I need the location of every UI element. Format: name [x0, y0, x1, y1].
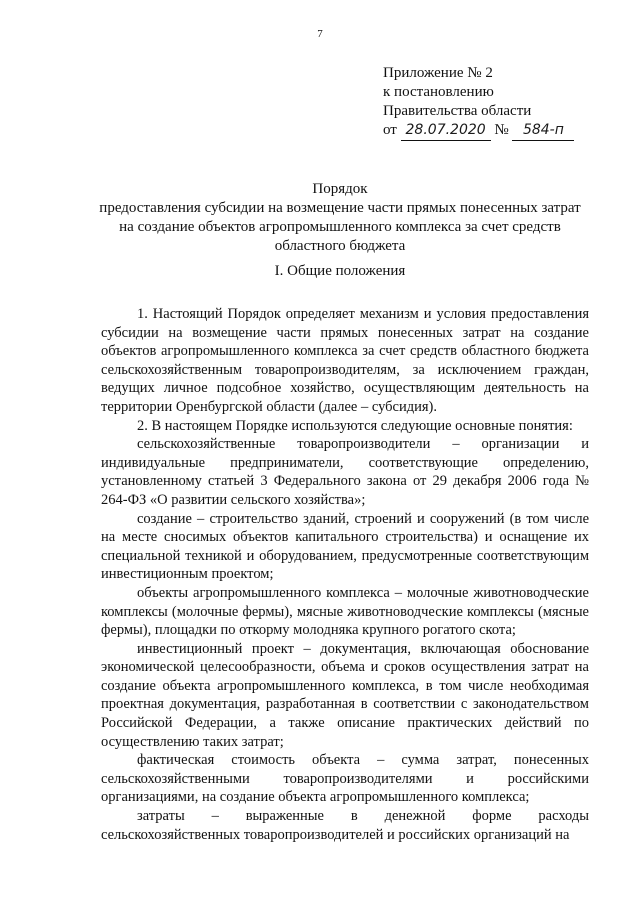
paragraph: 1. Настоящий Порядок определяет механизм и условия предоставления субсидии на возмещение части прямых понесенных затрат на создание объектов агропромышленного комплекса за счет средств областного бюджета сельскохозяйственным товаропроизводителям, за исключением граждан, ведущих личное подсобное хозяйство, осуществляющим деятельность на территории Оренбургской области (далее – субсидия). [101, 306, 589, 415]
title-line-3: на создание объектов агропромышленного комплекса за счет средств [119, 219, 561, 235]
title-line-4: областного бюджета [274, 238, 406, 254]
document-title [70, 180, 610, 256]
appendix-date-row [383, 121, 574, 141]
page-number: 7 [317, 28, 323, 40]
body-text [101, 305, 589, 844]
handwritten-number: 584-п [512, 121, 574, 141]
title-line-1: Порядок [312, 181, 368, 197]
appendix-header [383, 64, 574, 141]
appendix-line-3: Правительства области [383, 103, 532, 119]
paragraph: сельскохозяйственные товаропроизводители – организации и индивидуальные предприниматели, соответствующие определению, установленному статьей 3 Федерального закона от 29 декабря 2006 года № 264-ФЗ «О развитии сельского хозяйства»; [101, 436, 589, 508]
title-line-2: предоставления субсидии на возмещение части прямых понесенных затрат [99, 200, 581, 216]
paragraph: 2. В настоящем Порядке используются следующие основные понятия: [137, 417, 573, 434]
appendix-line-2: к постановлению [383, 84, 494, 100]
paragraph: объекты агропромышленного комплекса – молочные животноводческие комплексы (молочные фермы), мясные животноводческие комплексы (мясные фермы), площадки по откорму молодняка крупного рогатого скота; [101, 584, 589, 639]
paragraph: инвестиционный проект – документация, включающая обоснование экономической целесообразности, объема и сроков осуществления затрат на создание объекта агропромышленного комплекса, в том числе необходимая проектная документация, разработанная в соответствии с законодательством Российской Федерации, а также описание практических действий по осуществлению таких затрат; [101, 640, 589, 750]
section-title: I. Общие положения [274, 263, 406, 279]
paragraph: фактическая стоимость объекта – сумма затрат, понесенных сельскохозяйственными товаропроизводителями и российскими организациями, на создание объекта агропромышленного комплекса; [101, 752, 589, 806]
paragraph: создание – строительство зданий, строений и сооружений (в том числе на месте сносимых объектов капитального строительства) и оснащение их специальной техникой и оборудованием, предусмотренные соответствующим инвестиционным проектом; [101, 510, 589, 583]
paragraph: затраты – выраженные в денежной форме расходы сельскохозяйственных товаропроизводителей и российских организаций на [101, 808, 589, 843]
appendix-line-1: Приложение № 2 [383, 65, 493, 81]
handwritten-date: 28.07.2020 [401, 121, 491, 141]
from-label: от [383, 122, 397, 138]
number-label: № [494, 122, 509, 138]
